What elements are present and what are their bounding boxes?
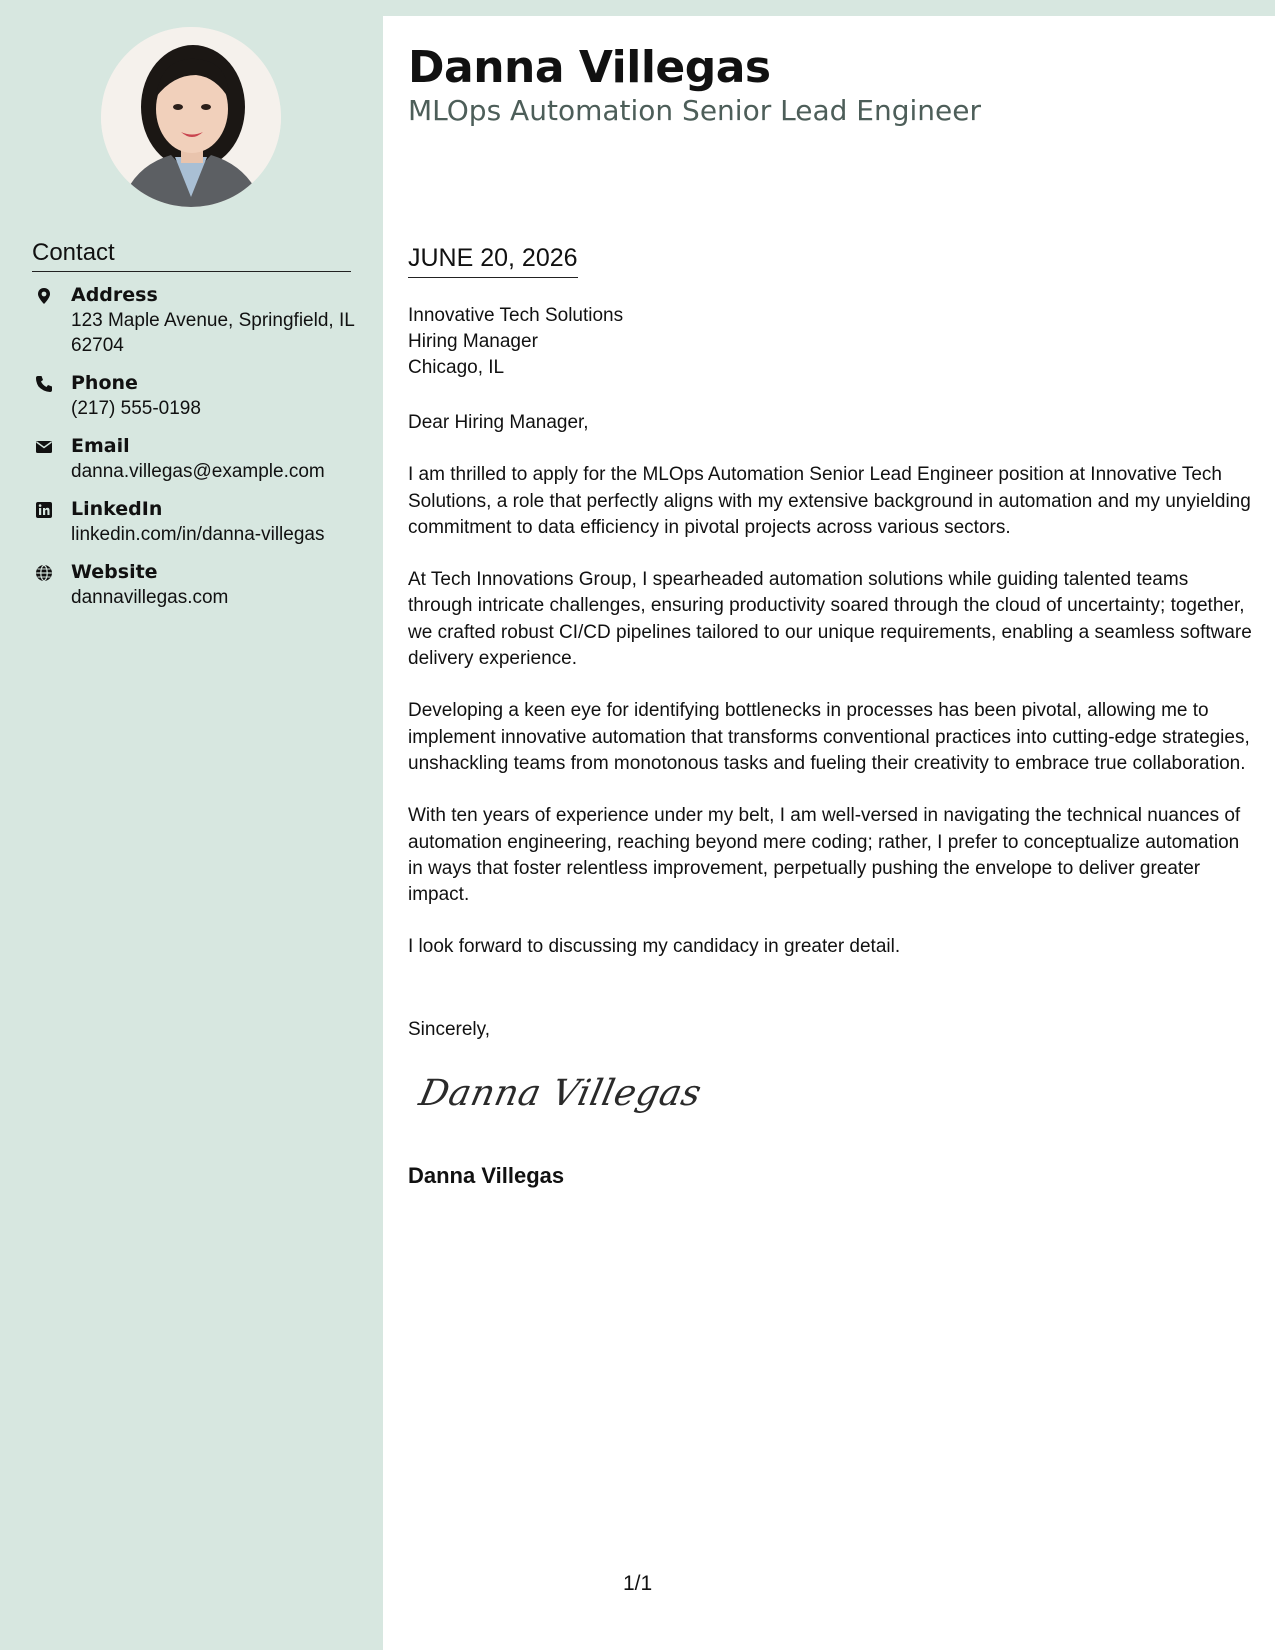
contact-list (32, 283, 362, 623)
letter-paragraph: At Tech Innovations Group, I spearheaded automation solutions while guiding talented teams through intricate challenges, ensuring productivity soared through the cloud of uncertainty; together, we crafted robust CI/CD pipelines tailored to our unique requirements, enabling a seamless software delivery experience. (408, 569, 1252, 670)
letter-paragraph: I am thrilled to apply for the MLOps Automation Senior Lead Engineer position at Innovative Tech Solutions, a role that perfectly aligns with my extensive background in automation and my unyielding commitment to data efficiency in pivotal projects across various sectors. (408, 464, 1251, 538)
handwritten-signature: Danna Villegas (415, 1073, 706, 1114)
contact-label: Website (71, 561, 158, 583)
contact-item-email (32, 434, 362, 484)
envelope-icon (35, 438, 53, 456)
profile-photo (101, 27, 281, 207)
contact-item-linkedin (32, 497, 362, 547)
contact-value: 123 Maple Avenue, Springfield, IL 62704 (71, 310, 355, 356)
closing: Sincerely, (408, 1019, 491, 1040)
recipient-company: Innovative Tech Solutions (408, 305, 624, 326)
map-pin-icon (35, 287, 53, 305)
letter-paragraph: Developing a keen eye for identifying bottlenecks in processes has been pivotal, allowing me to implement innovative automation that transforms conventional practices into cutting-edge strategies, unshackling teams from monotonous tasks and fueling their creativity to embrace true collaboration. (408, 700, 1250, 774)
page-number: 1/1 (623, 1572, 653, 1595)
contact-value: (217) 555-0198 (71, 398, 201, 419)
contact-value: linkedin.com/in/danna-villegas (71, 524, 325, 545)
recipient-role: Hiring Manager (408, 331, 538, 352)
contact-item-website (32, 560, 362, 610)
globe-icon (35, 564, 53, 582)
letter-content (408, 410, 1254, 987)
recipient-location: Chicago, IL (408, 357, 505, 378)
linkedin-icon (35, 501, 53, 519)
contact-label: LinkedIn (71, 498, 163, 520)
contact-item-address (32, 283, 362, 358)
applicant-name: Danna Villegas (408, 42, 771, 93)
salutation: Dear Hiring Manager, (408, 412, 589, 433)
recipient-block (408, 303, 623, 381)
letter-paragraph: I look forward to discussing my candidacy in greater detail. (408, 936, 901, 958)
contact-heading: Contact (32, 239, 351, 272)
contact-label: Address (71, 284, 158, 306)
contact-item-phone (32, 371, 362, 421)
job-title: MLOps Automation Senior Lead Engineer (408, 94, 981, 127)
phone-icon (35, 375, 53, 393)
contact-value: dannavillegas.com (71, 587, 229, 608)
contact-label: Phone (71, 372, 138, 394)
contact-label: Email (71, 435, 130, 457)
sidebar (0, 0, 383, 1650)
contact-value: danna.villegas@example.com (71, 461, 325, 482)
letter-date: JUNE 20, 2026 (408, 244, 578, 278)
letter-paragraph: With ten years of experience under my belt, I am well-versed in navigating the technical nuances of automation engineering, reaching beyond mere coding; rather, I prefer to conceptualize automation in ways that foster relentless improvement, perpetually pushing the envelope to deliver greater impact. (408, 805, 1241, 906)
signer-name: Danna Villegas (408, 1163, 565, 1188)
